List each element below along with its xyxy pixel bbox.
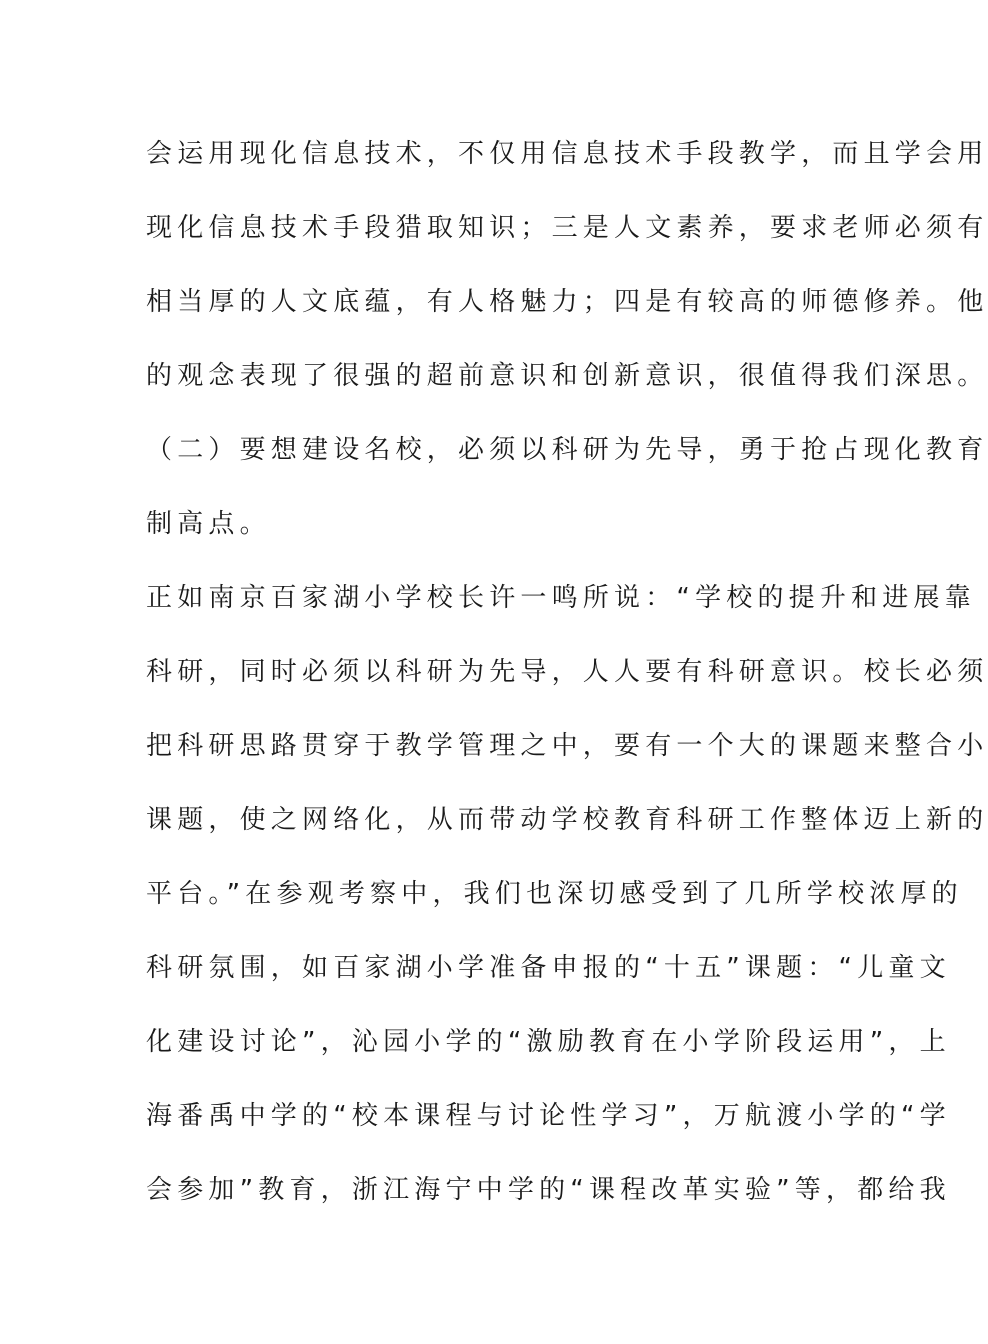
text-line-11: 平台。”在参观考察中，我们也深切感受到了几所学校浓厚的 — [146, 879, 963, 909]
text-line-7: 正如南京百家湖小学校长许一鸣所说：“学校的提升和进展靠 — [146, 583, 976, 613]
text-line-15: 会参加”教育，浙江海宁中学的“课程改革实验”等，都给我 — [146, 1175, 951, 1205]
text-line-10: 课题，使之网络化，从而带动学校教育科研工作整体迈上新的 — [146, 805, 988, 835]
text-line-3: 相当厚的人文底蕴，有人格魅力；四是有较高的师德修养。他 — [146, 287, 988, 317]
text-line-13: 化建设讨论”，沁园小学的“激励教育在小学阶段运用”，上 — [146, 1027, 951, 1057]
text-line-14: 海番禹中学的“校本课程与讨论性学习”，万航渡小学的“学 — [146, 1101, 951, 1131]
text-line-1: 会运用现化信息技术，不仅用信息技术手段教学，而且学会用 — [146, 139, 988, 169]
section-heading-line-2: 制高点。 — [146, 509, 271, 539]
text-line-9: 把科研思路贯穿于教学管理之中，要有一个大的课题来整合小 — [146, 731, 988, 761]
text-line-4: 的观念表现了很强的超前意识和创新意识，很值得我们深思。 — [146, 361, 988, 391]
text-line-2: 现化信息技术手段猎取知识；三是人文素养，要求老师必须有 — [146, 213, 988, 243]
section-heading-line-1: （二）要想建设名校，必须以科研为先导，勇于抢占现化教育 — [146, 435, 988, 465]
text-line-12: 科研氛围，如百家湖小学准备申报的“十五”课题：“儿童文 — [146, 953, 951, 983]
text-line-8: 科研，同时必须以科研为先导，人人要有科研意识。校长必须 — [146, 657, 988, 687]
